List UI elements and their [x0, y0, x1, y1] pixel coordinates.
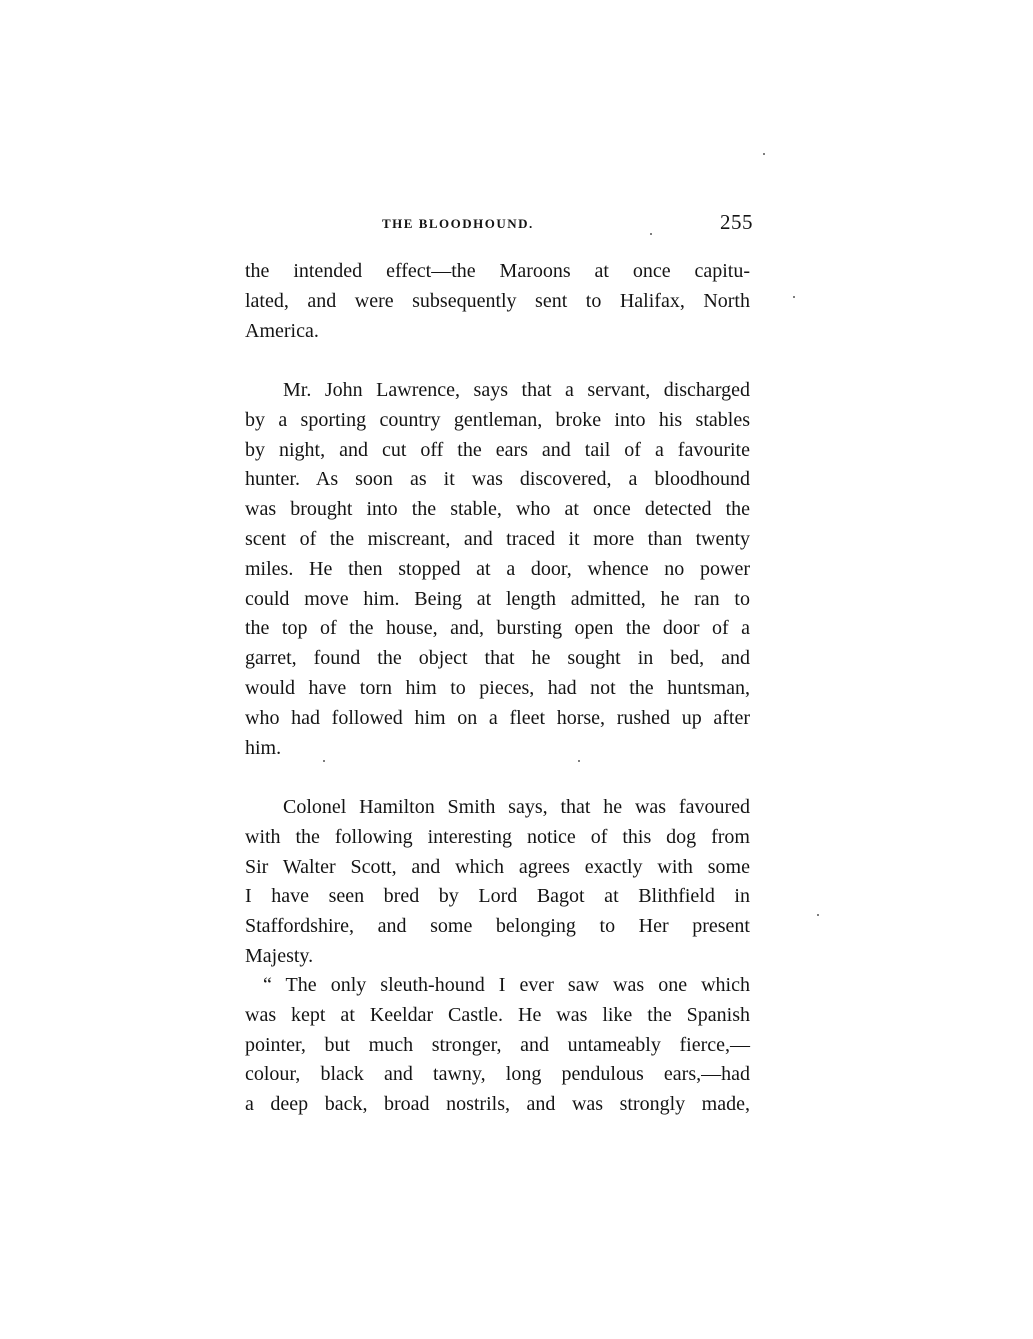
text-line: who had followed him on a fleet horse, rushed up after — [245, 706, 750, 729]
text-line: with the following interesting notice of this dog from — [245, 825, 750, 848]
paragraph-3 — [245, 793, 750, 972]
text-line: “ The only sleuth-hound I ever saw was one which — [263, 974, 750, 996]
scan-speck — [323, 760, 325, 762]
text-line: Majesty. — [245, 944, 314, 967]
text-line: the top of the house, and, bursting open the door of a — [245, 617, 750, 640]
text-line: miles. He then stopped at a door, whence no power — [245, 557, 750, 580]
text-line: the intended effect—the Maroons at once capitu- — [245, 260, 750, 282]
text-line: hunter. As soon as it was discovered, a bloodhound — [245, 468, 750, 491]
text-line: him. — [245, 736, 282, 759]
paragraph-2 — [245, 376, 750, 763]
text-line: was brought into the stable, who at once detected the — [245, 498, 750, 521]
running-header — [245, 210, 753, 240]
text-line: I have seen bred by Lord Bagot at Blithfield in — [245, 885, 750, 908]
text-line: Colonel Hamilton Smith says, that he was favoured — [283, 796, 750, 818]
text-line: Staffordshire, and some belonging to Her present — [245, 915, 750, 938]
text-line: would have torn him to pieces, had not the huntsman, — [245, 676, 750, 699]
scan-speck — [793, 296, 795, 298]
text-line: lated, and were subsequently sent to Halifax, North — [245, 289, 750, 312]
text-line: Sir Walter Scott, and which agrees exactly with some — [245, 855, 750, 878]
paragraph-4-quotation — [245, 971, 750, 1120]
text-line: scent of the miscreant, and traced it more than twenty — [245, 527, 750, 550]
text-line: could move him. Being at length admitted, he ran to — [245, 587, 750, 610]
page-number: 255 — [720, 210, 753, 234]
scan-speck — [578, 760, 580, 762]
text-line: was kept at Keeldar Castle. He was like the Spanish — [245, 1003, 750, 1026]
text-line: colour, black and tawny, long pendulous ears,—had — [245, 1063, 750, 1086]
running-title: THE BLOODHOUND. — [382, 216, 534, 231]
text-line: by a sporting country gentleman, broke into his stables — [245, 408, 750, 431]
text-line: pointer, but much stronger, and untameably fierce,— — [245, 1033, 750, 1056]
scan-speck — [650, 233, 652, 235]
scan-speck — [763, 153, 765, 155]
text-line: America. — [245, 319, 319, 342]
text-line: a deep back, broad nostrils, and was strongly made, — [245, 1093, 750, 1116]
scan-speck — [817, 914, 819, 916]
text-line: garret, found the object that he sought in bed, and — [245, 647, 750, 670]
text-line: by night, and cut off the ears and tail of a favourite — [245, 438, 750, 461]
text-line: Mr. John Lawrence, says that a servant, discharged — [283, 379, 750, 401]
paragraph-1 — [245, 257, 750, 346]
